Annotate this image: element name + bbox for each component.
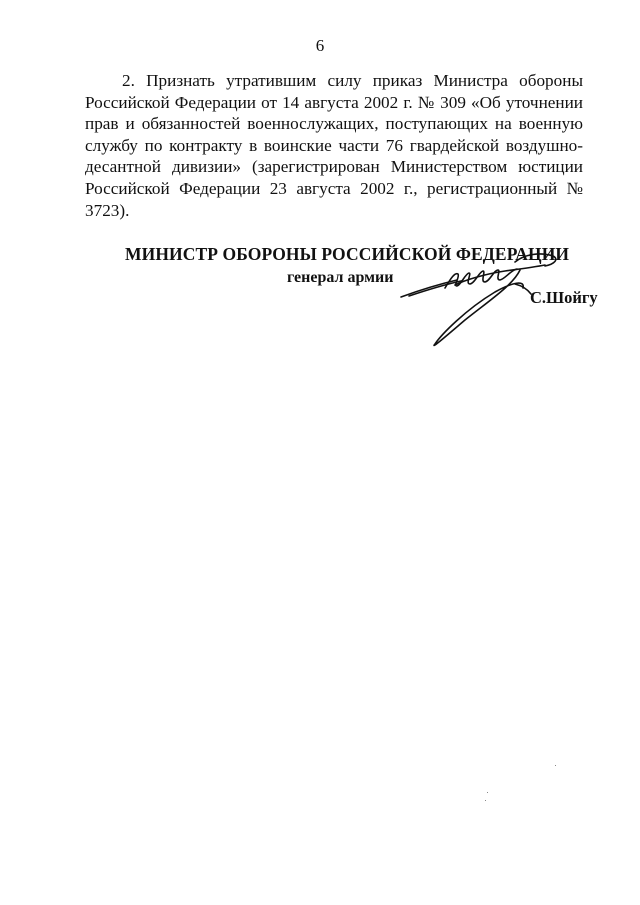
scan-speck	[485, 800, 486, 801]
signatory-name: С.Шойгу	[530, 288, 598, 307]
scan-speck	[555, 765, 556, 766]
page-number: 6	[315, 36, 325, 55]
signatory-rank: генерал армии	[287, 269, 394, 286]
scan-speck	[487, 792, 488, 793]
signatory-title: МИНИСТР ОБОРОНЫ РОССИЙСКОЙ ФЕДЕРАЦИИ	[125, 244, 570, 264]
body-paragraph: 2. Признать утратившим силу приказ Министра обороны Российской Федерации от 14 августа 2002 г. № 309 «Об уточнении прав и обязанностей военнослужащих, поступающих на военную службу по контракту в воинские части 76 гвардейской воздушно-десантной дивизии» (зарегистрирован Министерством юстиции Российской Федерации 23 августа 2002 г., регистрационный № 3723).	[85, 71, 583, 220]
